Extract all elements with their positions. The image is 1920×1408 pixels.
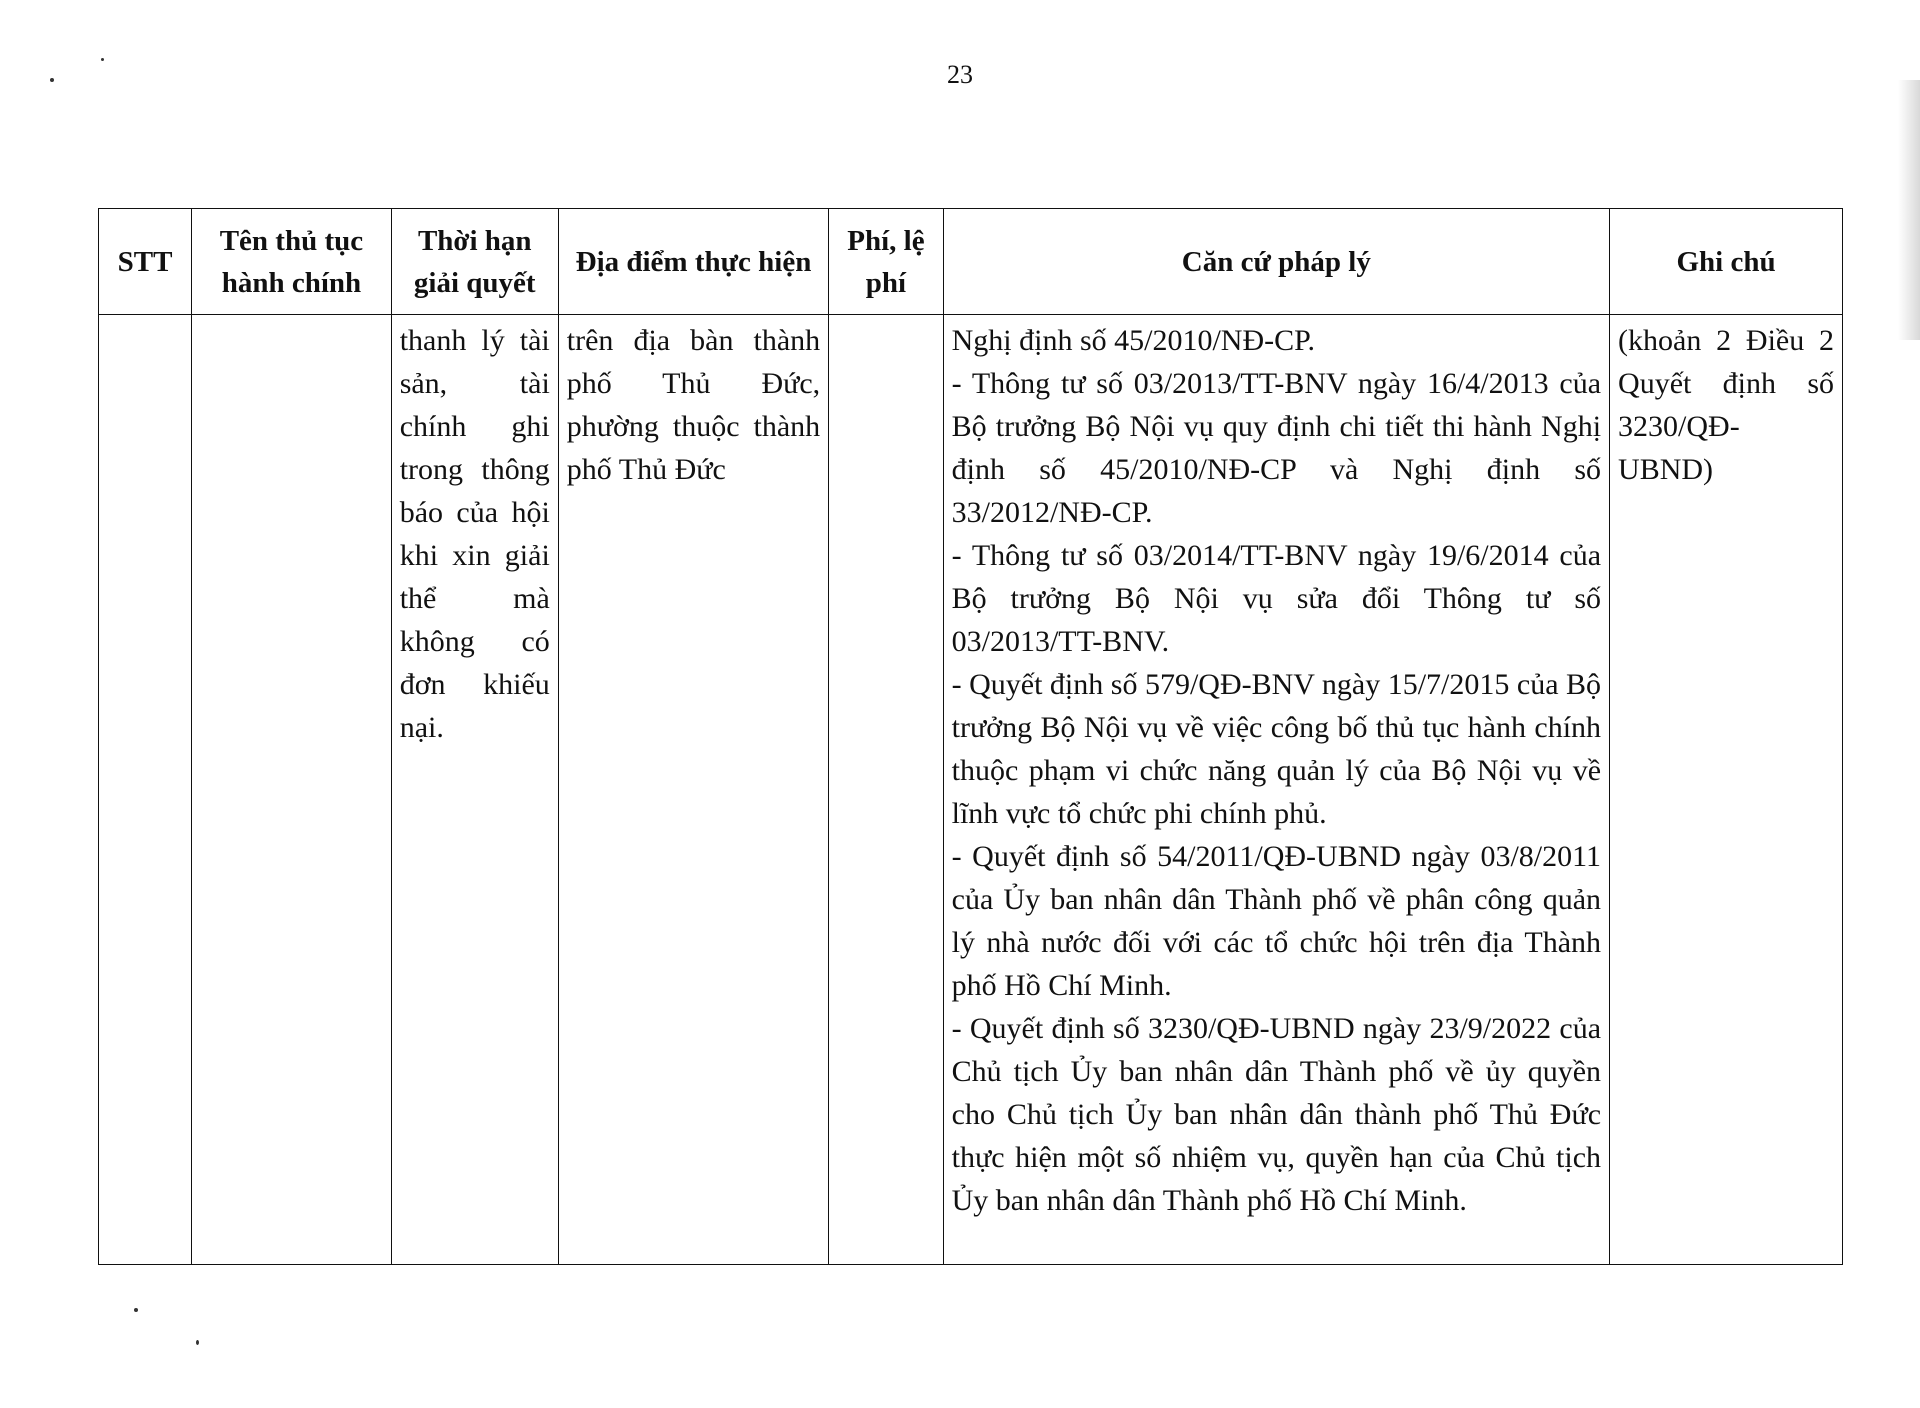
cell-location: trên địa bàn thành phố Thủ Đức, phường thuộc thành phố Thủ Đức xyxy=(558,315,828,1265)
header-location: Địa điểm thực hiện xyxy=(558,209,828,315)
header-note: Ghi chú xyxy=(1610,209,1843,315)
legal-basis-item: Nghị định số 45/2010/NĐ-CP. xyxy=(951,324,1315,357)
scan-speck xyxy=(50,78,54,82)
legal-basis-item: - Quyết định số 579/QĐ-BNV ngày 15/7/2015 của Bộ trưởng Bộ Nội vụ về việc công bố thủ tục hành chính thuộc phạm vi chức năng quản lý của Bộ Nội vụ về lĩnh vực tổ chức phi chính phủ. xyxy=(951,668,1602,830)
table-header-row xyxy=(99,209,1843,315)
page-number: 23 xyxy=(947,60,973,89)
legal-basis-item: - Quyết định số 3230/QĐ-UBND ngày 23/9/2022 của Chủ tịch Ủy ban nhân dân Thành phố về ủy quyền cho Chủ tịch Ủy ban nhân dân thành phố Thủ Đức thực hiện một số nhiệm vụ, quyền hạn của Chủ tịch Ủy ban nhân dân Thành phố Hồ Chí Minh. xyxy=(951,1012,1602,1217)
note-text: (khoản 2 Điều 2 Quyết định số 3230/QĐ-UBND) xyxy=(1618,324,1834,486)
cell-duration: thanh lý tài sản, tài chính ghi trong thông báo của hội khi xin giải thể mà không có đơn khiếu nại. xyxy=(391,315,558,1265)
header-stt: STT xyxy=(99,209,192,315)
legal-basis-item: - Thông tư số 03/2013/TT-BNV ngày 16/4/2013 của Bộ trưởng Bộ Nội vụ quy định chi tiết thi hành Nghị định số 45/2010/NĐ-CP và Nghị định số 33/2012/NĐ-CP. xyxy=(951,367,1602,529)
cell-note xyxy=(1610,315,1843,1265)
cell-legal-basis xyxy=(943,315,1609,1265)
scan-speck xyxy=(101,58,104,61)
cell-fee xyxy=(829,315,943,1265)
table-row xyxy=(99,315,1843,1265)
scan-edge-shadow xyxy=(1898,80,1920,340)
legal-basis-item: - Thông tư số 03/2014/TT-BNV ngày 19/6/2014 của Bộ trưởng Bộ Nội vụ sửa đổi Thông tư số 03/2013/TT-BNV. xyxy=(951,539,1602,658)
scan-speck xyxy=(196,1340,199,1345)
cell-procedure-name xyxy=(192,315,392,1265)
header-legal-basis: Căn cứ pháp lý xyxy=(943,209,1609,315)
header-fee: Phí, lệ phí xyxy=(829,209,943,315)
header-procedure-name: Tên thủ tục hành chính xyxy=(192,209,392,315)
procedure-table xyxy=(98,208,1843,1265)
cell-stt xyxy=(99,315,192,1265)
legal-basis-item: - Quyết định số 54/2011/QĐ-UBND ngày 03/8/2011 của Ủy ban nhân dân Thành phố về phân công quản lý nhà nước đối với các tổ chức hội trên địa Thành phố Hồ Chí Minh. xyxy=(951,840,1602,1002)
header-duration: Thời hạn giải quyết xyxy=(391,209,558,315)
scan-speck xyxy=(134,1308,138,1312)
